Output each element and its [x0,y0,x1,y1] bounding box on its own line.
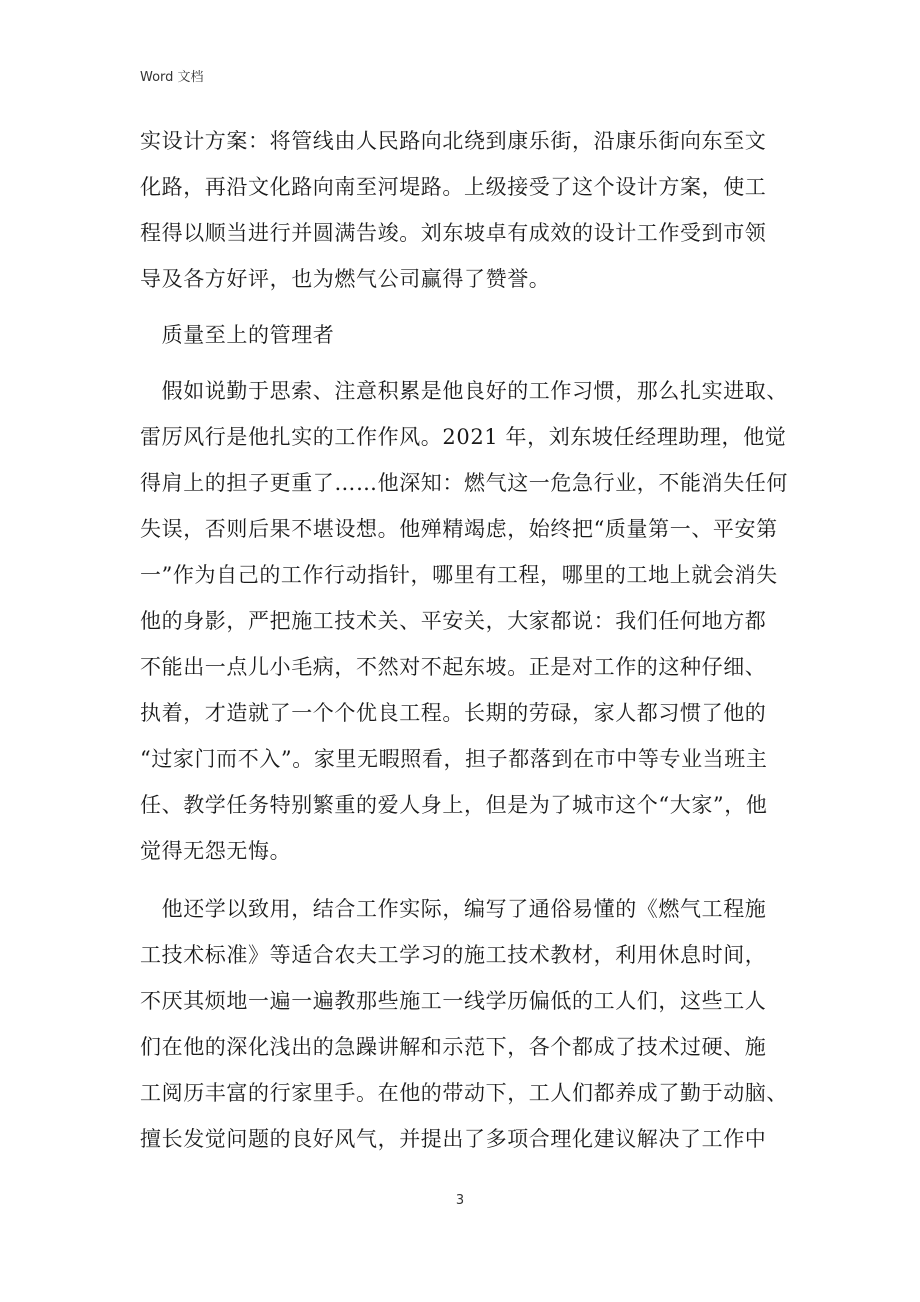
text-line: 质量至上的管理者 [140,323,335,347]
text-line: 任、教学任务特别繁重的爱人身上，但是为了城市这个“大家”，他 [140,793,768,817]
text-line: 实设计方案：将管线由人民路向北绕到康乐街，沿康乐街向东至文 [140,129,767,153]
section-heading [140,312,780,358]
text-line: “过家门而不入”。家里无暇照看，担子都落到在市中等专业当班主 [140,747,768,771]
paragraph [140,368,788,874]
text-line: 雷厉风行是他扎实的工作作风。2021 年，刘东坡任经理助理，他觉 [140,425,787,449]
page-number: 3 [455,1193,465,1208]
text-line: 工阅历丰富的行家里手。在他的带动下，工人们都养成了勤于动脑、 [140,1081,788,1105]
text-line: 导及各方好评，也为燃气公司赢得了赞誉。 [140,267,551,291]
text-line: 他还学以致用，结合工作实际，编写了通俗易懂的《燃气工程施 [140,897,767,921]
text-line: 他的身影，严把施工技术关、平安关，大家都说：我们任何地方都 [140,609,767,633]
text-line: 们在他的深化浅出的急躁讲解和示范下，各个都成了技术过硬、施 [140,1035,767,1059]
text-line: 程得以顺当进行并圆满告竣。刘东坡卓有成效的设计工作受到市领 [140,221,767,245]
text-line: 化路，再沿文化路向南至河堤路。上级接受了这个设计方案，使工 [140,175,767,199]
text-line: 擅长发觉问题的良好风气，并提出了多项合理化建议解决了工作中 [140,1127,767,1151]
text-line: 觉得无怨无悔。 [140,839,292,863]
document-body [140,118,788,1162]
text-line: 执着，才造就了一个个优良工程。长期的劳碌，家人都习惯了他的 [140,701,767,725]
page-header: Word 文档 [140,70,204,85]
text-line: 不厌其烦地一遍一遍教那些施工一线学历偏低的工人们，这些工人 [140,989,767,1013]
text-line: 得肩上的担子更重了……他深知：燃气这一危急行业，不能消失任何 [140,471,788,495]
text-line: 一”作为自己的工作行动指针，哪里有工程，哪里的工地上就会消失 [140,563,778,587]
paragraph [140,886,788,1162]
text-line: 失误，否则后果不堪设想。他殚精竭虑，始终把“质量第一、平安第 [140,517,778,541]
text-line: 工技术标准》等适合农夫工学习的施工技术教材，利用休息时间， [140,943,767,967]
text-line: 假如说勤于思索、注意积累是他良好的工作习惯，那么扎实进取、 [140,379,788,403]
text-line: 不能出一点儿小毛病，不然对不起东坡。正是对工作的这种仔细、 [140,655,767,679]
paragraph [140,118,780,302]
